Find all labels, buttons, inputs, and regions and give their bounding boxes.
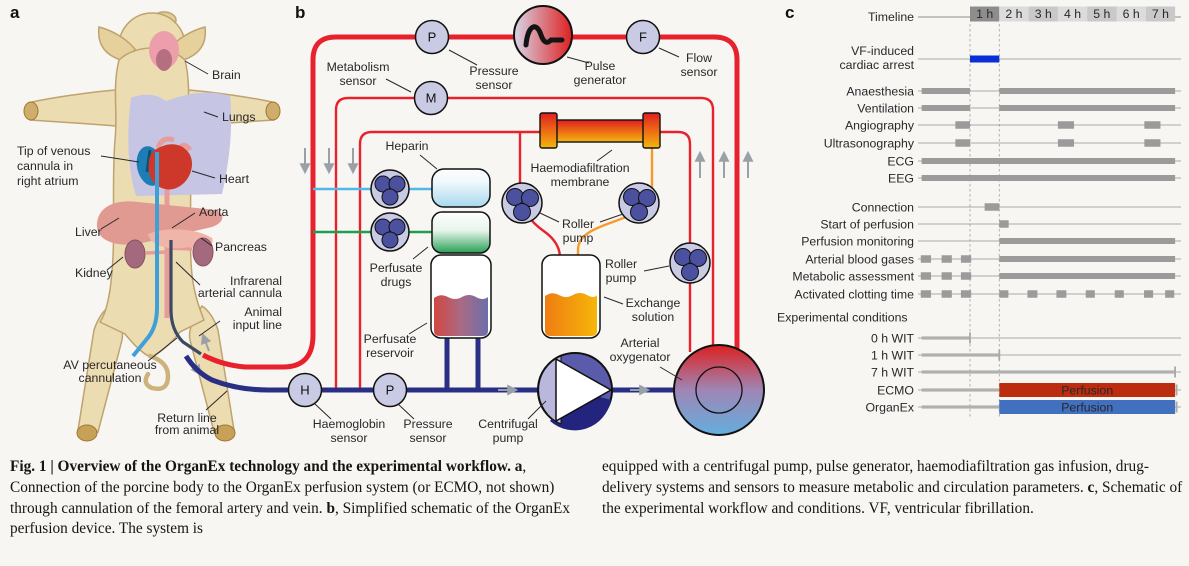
pig-torso <box>100 48 204 357</box>
row-metabolic-assessment-seg-1 <box>942 272 952 280</box>
roller-pump-membrane-left <box>502 183 542 223</box>
panel-b <box>186 3 764 445</box>
caption-text: , Schematic of the experimental workflow and conditions. VF, ventricular fibrillation. <box>602 478 1183 517</box>
row-connection-label: Connection <box>851 200 914 215</box>
row-activated-clotting-time-seg-9 <box>1165 290 1174 298</box>
row-ventilation-label: Ventilation <box>857 101 914 116</box>
label-pressure-top-1: Pressure <box>469 64 519 78</box>
panel-c <box>777 3 1181 419</box>
row-wit-1h-seg-0 <box>922 353 1000 356</box>
label-metabolism-1: Metabolism <box>326 60 390 74</box>
row-angiography-seg-1 <box>1058 121 1074 129</box>
row-vf-seg-0 <box>970 56 999 63</box>
label-pressure-top-2: sensor <box>475 78 513 92</box>
row-metabolic-assessment-seg-2 <box>961 272 971 280</box>
row-angiography-seg-0 <box>955 121 970 129</box>
row-ecg-label: ECG <box>887 154 914 169</box>
row-activated-clotting-time-seg-2 <box>961 290 971 298</box>
label-return-1: Return line <box>157 411 217 425</box>
row-anaesthesia-seg-1 <box>999 88 1175 94</box>
kidney-left <box>125 240 145 268</box>
caption-right-column <box>602 457 1186 519</box>
label-heparin: Heparin <box>385 139 429 153</box>
label-roller-1a: Roller <box>561 217 595 231</box>
label-liver: Liver <box>75 225 102 239</box>
label-drugs-2: drugs <box>380 275 412 289</box>
label-return-2: from animal <box>154 423 220 437</box>
label-membrane-2: membrane <box>550 175 610 189</box>
row-eeg-seg-0 <box>922 175 1175 181</box>
label-pancreas: Pancreas <box>215 240 267 254</box>
row-organex-label: OrganEx <box>865 400 914 415</box>
row-anaesthesia-label: Anaesthesia <box>846 84 914 99</box>
row-start-perfusion-label: Start of perfusion <box>820 217 914 232</box>
row-activated-clotting-time-seg-8 <box>1144 290 1153 298</box>
row-wit-0h-label: 0 h WIT <box>870 331 914 346</box>
row-wit-7h-label: 7 h WIT <box>870 365 914 380</box>
label-animal-input-1: Animal <box>244 305 282 319</box>
label-roller-2b: pump <box>605 271 637 285</box>
pig-hoof-hl <box>77 425 97 441</box>
row-metabolic-assessment-label: Metabolic assessment <box>792 269 914 284</box>
label-pressure-bot-1: Pressure <box>403 417 453 431</box>
label-aorta: Aorta <box>199 205 229 219</box>
label-infrarenal-1: Infrarenal <box>230 274 282 288</box>
row-ultrasonography-seg-0 <box>955 139 970 147</box>
row-start-perfusion-seg-0 <box>999 220 1008 228</box>
centrifugal-pump <box>538 353 612 430</box>
timeline-chart <box>777 7 1181 420</box>
panel-b-letter: b <box>295 3 306 22</box>
pig-hoof-fl <box>24 102 38 120</box>
row-ventilation-seg-0 <box>922 105 970 111</box>
timeline-label: Timeline <box>867 10 914 24</box>
caption-bold-c: c <box>1087 478 1095 496</box>
row-metabolic-assessment-seg-0 <box>921 272 931 280</box>
label-av-1: AV percutaneous <box>63 358 157 372</box>
label-pulse-2: generator <box>573 73 627 87</box>
label-oxygenator-2: oxygenator <box>609 350 671 364</box>
label-animal-input-2: input line <box>232 318 282 332</box>
label-tip-venous-2: cannula in <box>17 159 74 173</box>
reservoir-liquid <box>434 295 488 336</box>
row-perfusion-monitoring-label: Perfusion monitoring <box>801 234 914 249</box>
row-experimental-conditions-label: Experimental conditions <box>777 310 908 325</box>
row-ultrasonography-label: Ultrasonography <box>823 136 914 151</box>
label-flow-2: sensor <box>680 65 718 79</box>
label-centrifugal-2: pump <box>492 431 524 445</box>
row-activated-clotting-time-seg-1 <box>942 290 952 298</box>
label-heart: Heart <box>219 172 250 186</box>
label-haemoglobin-2: sensor <box>330 431 368 445</box>
label-exchange-2: solution <box>631 310 675 324</box>
hour-label-7: 7 h <box>1151 7 1170 22</box>
row-connection-seg-0 <box>985 203 1000 211</box>
hour-label-1: 1 h <box>976 7 994 22</box>
row-eeg-label: EEG <box>888 171 914 186</box>
panel-c-letter: c <box>785 3 795 22</box>
row-arterial-blood-gases-seg-3 <box>999 256 1175 262</box>
row-ecg-seg-0 <box>922 158 1175 164</box>
hour-label-5: 5 h <box>1093 7 1111 22</box>
row-ecmo-bar-label: Perfusion <box>1061 383 1114 398</box>
label-haemoglobin-1: Haemoglobin <box>312 417 386 431</box>
brain-inner <box>156 49 172 71</box>
caption-text: , Connection of the porcine body to the OrganEx perfusion system (or ECMO, not shown) through cannulation of the femoral artery and vein. <box>10 458 555 517</box>
row-organex-bar-label: Perfusion <box>1061 400 1114 415</box>
label-metabolism-2: sensor <box>339 74 377 88</box>
row-wit-1h-label: 1 h WIT <box>870 348 914 363</box>
label-oxygenator-1: Arterial <box>620 336 660 350</box>
label-pressure-bot-2: sensor <box>409 431 447 445</box>
roller-pump-drugs <box>371 213 409 251</box>
row-ecmo-seg-0 <box>922 388 1000 391</box>
row-activated-clotting-time-seg-6 <box>1086 290 1095 298</box>
label-roller-2a: Roller <box>604 257 638 271</box>
row-ventilation-seg-1 <box>999 105 1175 111</box>
pig-foreleg-left <box>27 90 116 126</box>
row-angiography-label: Angiography <box>844 118 914 133</box>
panel-a-letter: a <box>10 3 20 22</box>
row-arterial-blood-gases-seg-2 <box>961 255 971 263</box>
haemodiafiltration-membrane <box>540 113 660 148</box>
row-ultrasonography-seg-2 <box>1144 139 1160 147</box>
arterial-oxygenator <box>674 345 764 435</box>
row-vf-label: cardiac arrest <box>839 58 914 72</box>
hour-label-3: 3 h <box>1034 7 1052 22</box>
row-angiography-seg-2 <box>1144 121 1160 129</box>
kidney-right <box>193 238 213 266</box>
row-organex-seg-0 <box>922 405 1000 408</box>
row-ecmo-label: ECMO <box>877 383 914 398</box>
row-metabolic-assessment-seg-3 <box>999 273 1175 279</box>
label-flow-1: Flow <box>686 51 712 65</box>
label-infrarenal-2: arterial cannula <box>197 286 282 300</box>
caption-text: equipped with a centrifugal pump, pulse generator, haemodiafiltration gas infusion, drug-delivery systems and sensors to measure metabolic and circulation parameters. <box>602 458 1149 496</box>
label-brain: Brain <box>212 68 241 82</box>
row-arterial-blood-gases-seg-1 <box>942 255 952 263</box>
label-membrane-1: Haemodiafiltration <box>530 161 630 175</box>
row-perfusion-monitoring-seg-0 <box>999 238 1175 244</box>
label-lungs: Lungs <box>222 110 256 124</box>
row-activated-clotting-time-seg-7 <box>1115 290 1124 298</box>
caption-bold-title: Fig. 1 | Overview of the OrganEx technology and the experimental workflow. a <box>10 458 523 475</box>
drug-container <box>432 212 490 253</box>
label-kidney: Kidney <box>75 266 113 280</box>
label-av-2: cannulation <box>78 371 142 385</box>
label-centrifugal-1: Centrifugal <box>478 417 538 431</box>
exchange-liquid <box>545 293 597 336</box>
row-arterial-blood-gases-seg-0 <box>921 255 931 263</box>
caption-left-column <box>10 457 587 540</box>
label-drugs-1: Perfusate <box>369 261 423 275</box>
row-wit-0h-seg-0 <box>922 336 970 339</box>
pressure-sensor-bottom-letter: P <box>385 382 395 398</box>
roller-pump-exchange <box>670 243 710 283</box>
flow-sensor-letter: F <box>639 29 647 45</box>
pig-hoof-fr <box>266 102 280 120</box>
hour-label-6: 6 h <box>1122 7 1140 22</box>
row-vf-label: VF-induced <box>851 44 914 58</box>
pressure-sensor-top-letter: P <box>427 29 437 45</box>
pulse-generator <box>514 6 572 64</box>
hour-label-4: 4 h <box>1063 7 1082 22</box>
row-arterial-blood-gases-label: Arterial blood gases <box>805 252 914 267</box>
row-ultrasonography-seg-1 <box>1058 139 1074 147</box>
row-activated-clotting-time-seg-4 <box>1027 290 1037 298</box>
haemoglobin-sensor-letter: H <box>300 382 310 398</box>
label-tip-venous-1: Tip of venous <box>17 144 91 158</box>
label-pulse-1: Pulse <box>584 59 616 73</box>
row-activated-clotting-time-seg-0 <box>921 290 931 298</box>
row-activated-clotting-time-seg-3 <box>999 290 1008 298</box>
row-anaesthesia-seg-0 <box>922 88 970 94</box>
row-wit-7h-seg-0 <box>922 370 1175 373</box>
caption-text: , Simplified schematic of the OrganEx perfusion device. The system is <box>10 499 571 538</box>
label-exchange-1: Exchange <box>625 296 681 310</box>
label-roller-1b: pump <box>562 231 594 245</box>
roller-pump-membrane-right <box>619 183 659 223</box>
label-reservoir-2: reservoir <box>366 346 414 360</box>
roller-pump-heparin <box>371 170 409 208</box>
panel-a <box>10 3 282 441</box>
label-tip-venous-3: right atrium <box>17 174 79 188</box>
caption-bold-b: b <box>326 499 335 517</box>
row-activated-clotting-time-seg-5 <box>1056 290 1066 298</box>
label-reservoir-1: Perfusate <box>363 332 417 346</box>
row-activated-clotting-time-label: Activated clotting time <box>794 287 914 302</box>
hour-label-2: 2 h <box>1005 7 1023 22</box>
heparin-container <box>432 169 490 207</box>
metabolism-sensor-letter: M <box>425 90 437 106</box>
